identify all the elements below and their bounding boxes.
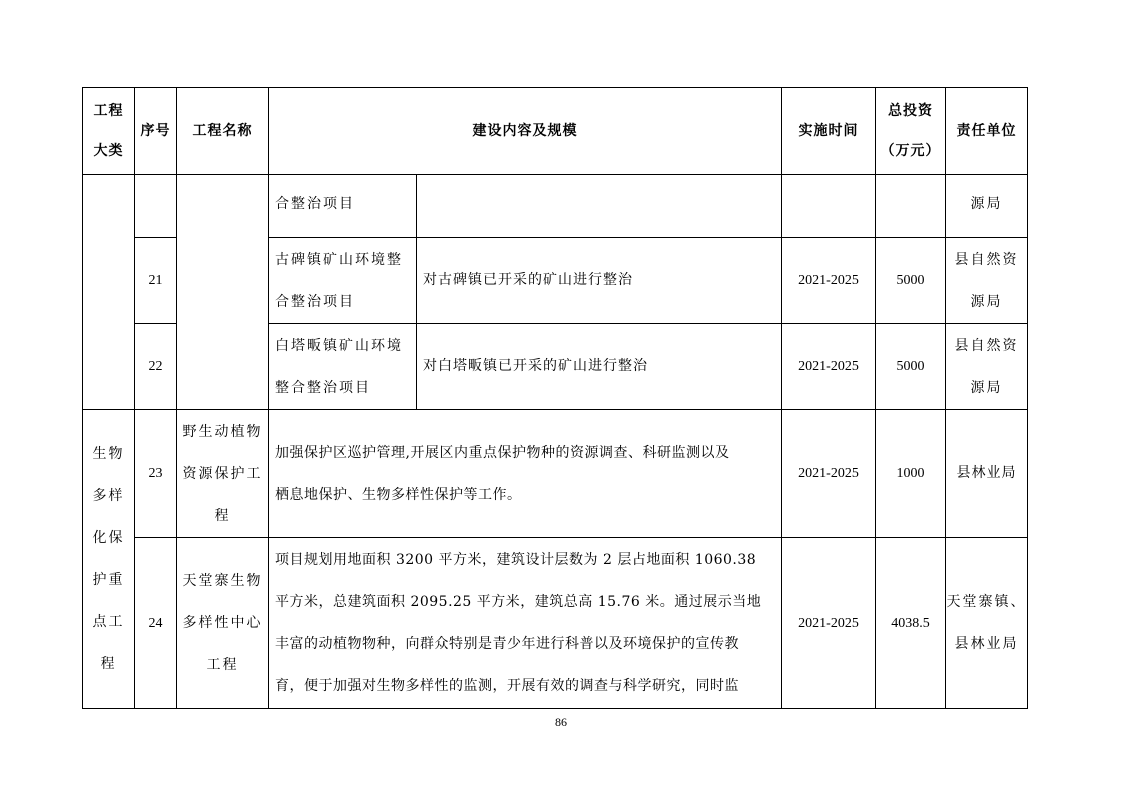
header-seq: 序号 (135, 88, 177, 175)
category-cell-blank (83, 175, 135, 410)
project-name-line1: 白塔畈镇矿山环境 (275, 337, 403, 354)
project-name-line2: 整合整治项目 (275, 379, 371, 396)
content-cell (269, 538, 782, 709)
invest-cell: 5000 (876, 324, 946, 410)
unit-line1: 天堂寨镇、 (946, 594, 1027, 610)
content-cell (417, 175, 782, 238)
header-category (83, 88, 135, 175)
seq-cell: 22 (135, 324, 177, 410)
category-bio-line2: 多样 (92, 488, 125, 504)
category-bio-line1: 生物 (92, 446, 125, 462)
header-category-line2: 大类 (93, 143, 124, 159)
category-bio-line5: 点工 (92, 614, 125, 630)
project-name-cell (177, 410, 269, 538)
project-name-line1: 天堂寨生物 (182, 573, 263, 589)
project-name-cell (269, 324, 417, 410)
project-name-line2: 多样性中心 (182, 615, 263, 631)
invest-cell: 1000 (876, 410, 946, 538)
header-category-line1: 工程 (93, 103, 124, 119)
project-name-line1: 野生动植物 (182, 423, 263, 440)
unit-cell (946, 238, 1028, 324)
category-bio-line4: 护重 (92, 572, 125, 588)
time-cell: 2021-2025 (782, 538, 876, 709)
header-invest (876, 88, 946, 175)
content-cell (269, 410, 782, 538)
header-invest-line2: （万元） (880, 143, 941, 159)
project-name-line3: 程 (214, 507, 231, 524)
unit-line2: 源局 (970, 379, 1003, 396)
table-row (83, 538, 1028, 709)
content-line1: 加强保护区巡护管理,开展区内重点保护物种的资源调查、科研监测以及 (275, 444, 730, 461)
project-name-cell (177, 538, 269, 709)
unit-text: 源局 (970, 196, 1003, 212)
header-name: 工程名称 (177, 88, 269, 175)
seq-cell: 23 (135, 410, 177, 538)
header-content: 建设内容及规模 (269, 88, 782, 175)
project-name-line2: 资源保护工 (182, 465, 263, 482)
time-cell (782, 175, 876, 238)
project-name-cell (269, 238, 417, 324)
category-bio-line3: 化保 (92, 530, 125, 546)
project-name-line2: 合整治项目 (275, 293, 355, 310)
content-line3: 丰富的动植物物种，向群众特别是青少年进行科普以及环境保护的宣传教 (275, 636, 739, 652)
header-time: 实施时间 (782, 88, 876, 175)
project-name: 合整治项目 (275, 196, 355, 212)
content-line2: 栖息地保护、生物多样性保护等工作。 (275, 486, 522, 503)
seq-cell (135, 175, 177, 238)
time-cell: 2021-2025 (782, 410, 876, 538)
project-name-line3: 工程 (206, 657, 239, 673)
unit-line2: 县林业局 (954, 636, 1019, 652)
category-bio-line6: 程 (100, 656, 117, 672)
category-cell-bio (83, 410, 135, 709)
seq-cell: 24 (135, 538, 177, 709)
content-line4: 育，便于加强对生物多样性的监测，开展有效的调查与科学研究，同时监 (275, 678, 739, 694)
unit-cell (946, 538, 1028, 709)
unit-line1: 县自然资 (954, 251, 1019, 268)
table-row (83, 410, 1028, 538)
invest-cell: 5000 (876, 238, 946, 324)
blank-name-group-cell (177, 175, 269, 410)
invest-cell: 4038.5 (876, 538, 946, 709)
header-invest-line1: 总投资 (888, 103, 933, 119)
unit-cell (946, 324, 1028, 410)
content-cell: 对古碑镇已开采的矿山进行整治 (417, 238, 782, 324)
project-table (82, 87, 1028, 709)
invest-cell (876, 175, 946, 238)
time-cell: 2021-2025 (782, 238, 876, 324)
seq-cell: 21 (135, 238, 177, 324)
page-number: 86 (555, 715, 567, 729)
header-unit: 责任单位 (946, 88, 1028, 175)
project-name-cell (269, 175, 417, 238)
project-name-line1: 古碑镇矿山环境整 (275, 251, 403, 268)
content-cell: 对白塔畈镇已开采的矿山进行整治 (417, 324, 782, 410)
unit-line2: 源局 (970, 293, 1003, 310)
content-line1: 项目规划用地面积 3200 平方米，建筑设计层数为 2 层占地面积 1060.38 (275, 552, 757, 568)
table-row (83, 175, 1028, 238)
unit-line1: 县自然资 (954, 337, 1019, 354)
unit-cell: 县林业局 (946, 410, 1028, 538)
unit-cell (946, 175, 1028, 238)
table-header-row (83, 88, 1028, 175)
content-line2: 平方米，总建筑面积 2095.25 平方米，建筑总高 15.76 米。通过展示当地 (275, 594, 762, 610)
time-cell: 2021-2025 (782, 324, 876, 410)
